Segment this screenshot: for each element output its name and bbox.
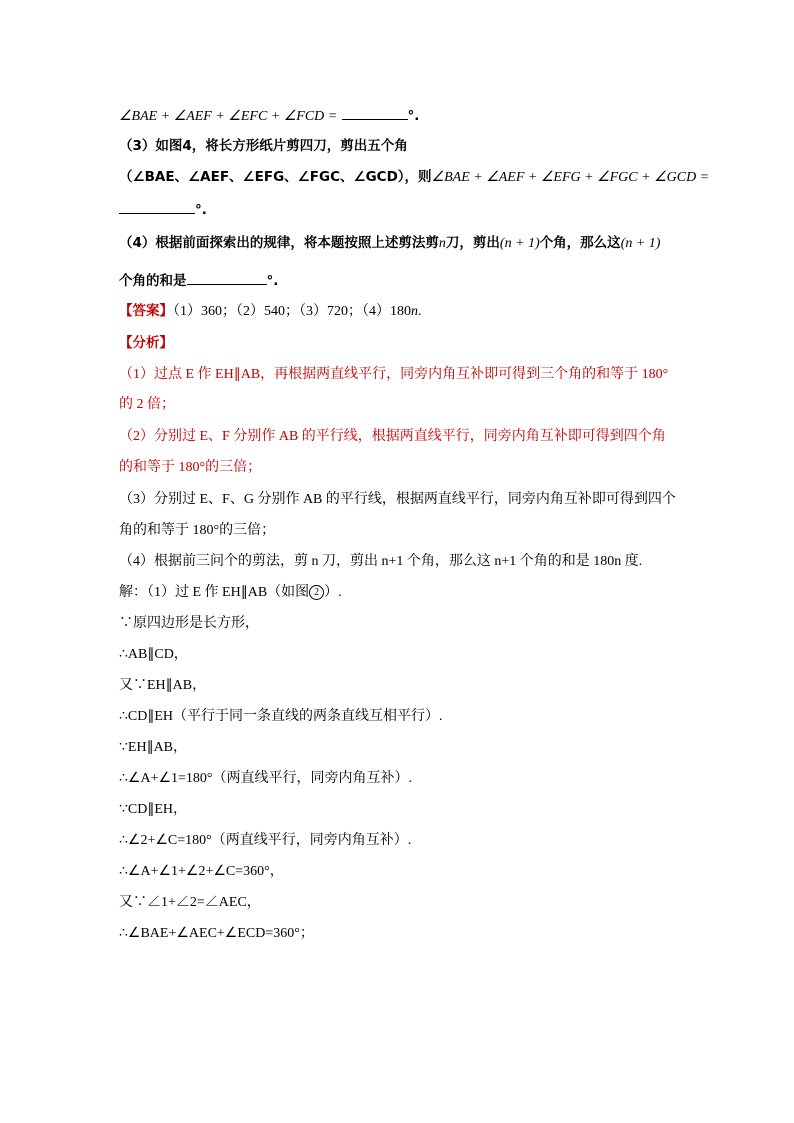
q3-paren-list: （∠BAE、∠AEF、∠EFG、∠FGC、∠GCD），则 (119, 169, 432, 185)
q4-n-plus-1-b: (n + 1) (620, 236, 661, 251)
q4-line2 (119, 270, 278, 290)
solution-s7: ∴∠A+∠1=180°（两直线平行，同旁内角互补）. (119, 771, 413, 786)
q4-text-b: 刀，剪出 (445, 235, 500, 251)
solution-s1 (119, 584, 342, 602)
q2-sum-line (119, 105, 419, 126)
analysis-p2a: （2）分别过 E、F 分别作 AB 的平行线，根据两直线平行，同旁内角互补即可得到四个角 (119, 429, 666, 444)
answer-end: . (418, 304, 422, 319)
q3-expression: ∠BAE + ∠AEF + ∠EFG + ∠FGC + ∠GCD = (431, 170, 710, 185)
q2-suffix: °. (407, 108, 420, 124)
q4-line1 (119, 234, 660, 253)
solution-s6: ∵EH∥AB， (119, 740, 188, 755)
q4-text-d: 个角的和是 (119, 273, 187, 289)
q2-expression: ∠BAE + ∠AEF + ∠EFC + ∠FCD = (119, 109, 338, 124)
circled-number: 2 (309, 585, 324, 600)
q2-answer-blank[interactable] (342, 105, 408, 120)
q3-line2 (119, 168, 709, 187)
q4-suffix: °. (266, 273, 279, 289)
q4-n-plus-1: (n + 1) (499, 236, 540, 251)
answer-n: n (411, 304, 418, 319)
analysis-p4: （4）根据前三问个的剪法，剪 n 刀，剪出 n+1 个角，那么这 n+1 个角的和是 180n 度. (119, 554, 643, 569)
q3-suffix: °. (195, 202, 207, 218)
analysis-p2b: 的和等于 180°的三倍； (119, 460, 262, 475)
q4-text-a: （4）根据前面探索出的规律，将本题按照上述剪法剪 (119, 235, 439, 251)
analysis-label: 【分析】 (119, 335, 173, 351)
analysis-p3a: （3）分别过 E、F、G 分别作 AB 的平行线，根据两直线平行，同旁内角互补即可得到四个 (119, 492, 676, 507)
q3-line1: （3）如图4，将长方形纸片剪四刀，剪出五个角 (119, 138, 408, 154)
analysis-p1b: 的 2 倍； (119, 397, 175, 412)
answer-label: 【答案】 (119, 303, 173, 319)
q4-text-c: 个角，那么这 (539, 235, 621, 251)
solution-s1-end: ）. (324, 585, 342, 600)
q4-answer-blank[interactable] (187, 270, 267, 285)
q3-answer-blank[interactable] (119, 199, 195, 214)
solution-s8: ∵CD∥EH， (119, 802, 188, 817)
solution-s5: ∴CD∥EH（平行于同一条直线的两条直线互相平行）. (119, 709, 443, 724)
solution-s10: ∴∠A+∠1+∠2+∠C=360°， (119, 864, 284, 879)
analysis-p3b: 角的和等于 180°的三倍； (119, 523, 276, 538)
solution-s12: ∴∠BAE+∠AEC+∠ECD=360°； (119, 926, 314, 941)
solution-s2: ∵原四边形是长方形， (119, 616, 259, 631)
answer-line (119, 302, 422, 321)
answer-text: （1）360；（2）540；（3）720；（4）180 (173, 304, 411, 319)
q3-line3 (119, 199, 207, 219)
solution-s9: ∴∠2+∠C=180°（两直线平行，同旁内角互补）. (119, 833, 412, 848)
solution-s11: 又∵∠1+∠2=∠AEC， (119, 895, 261, 910)
solution-s3: ∴AB∥CD， (119, 647, 188, 662)
solution-s4: 又∵EH∥AB， (119, 678, 207, 693)
solution-s1-text: 解：（1）过 E 作 EH∥AB（如图 (119, 585, 310, 600)
analysis-p1a: （1）过点 E 作 EH∥AB，再根据两直线平行，同旁内角互补即可得到三个角的和等于 180° (119, 367, 669, 382)
q4-n: n (438, 236, 446, 251)
